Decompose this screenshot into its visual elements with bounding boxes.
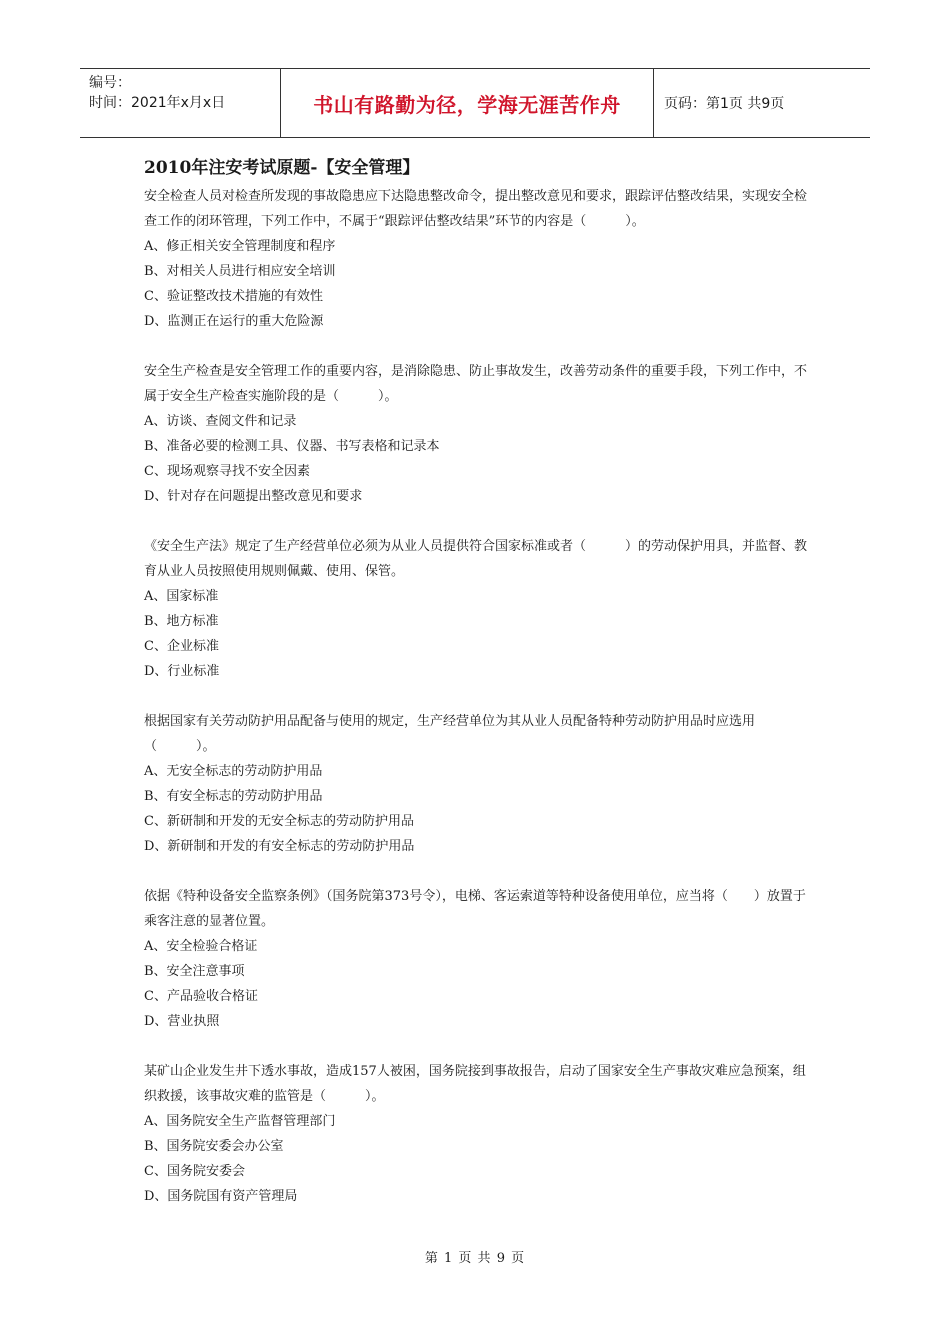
document-number-label: 编号： bbox=[89, 75, 131, 91]
answer-option: A、访谈、查阅文件和记录 bbox=[144, 414, 297, 429]
document-time-label: 时间：2021年x月x日 bbox=[89, 95, 226, 111]
question-item bbox=[144, 359, 814, 509]
answer-option: B、地方标准 bbox=[144, 614, 219, 629]
answer-option: A、修正相关安全管理制度和程序 bbox=[144, 239, 336, 254]
question-item bbox=[144, 709, 814, 859]
question-list bbox=[144, 184, 814, 1209]
answer-option: D、营业执照 bbox=[144, 1014, 220, 1029]
header-page-label: 页码：第1页 共9页 bbox=[664, 96, 785, 112]
answer-option: C、现场观察寻找不安全因素 bbox=[144, 464, 310, 479]
answer-option: A、国家标准 bbox=[144, 589, 219, 604]
page-header bbox=[80, 68, 870, 138]
answer-option: A、国务院安全生产监督管理部门 bbox=[144, 1114, 336, 1129]
question-stem: 《安全生产法》规定了生产经营单位必须为从业人员提供符合国家标准或者（ ）的劳动保护用具，并监督、教育从业人员按照使用规则佩戴、使用、保管。 bbox=[144, 539, 808, 579]
answer-option: C、验证整改技术措施的有效性 bbox=[144, 289, 323, 304]
answer-option: B、准备必要的检测工具、仪器、书写表格和记录本 bbox=[144, 439, 440, 454]
answer-option: C、企业标准 bbox=[144, 639, 219, 654]
question-stem: 安全生产检查是安全管理工作的重要内容，是消除隐患、防止事故发生，改善劳动条件的重要手段，下列工作中，不属于安全生产检查实施阶段的是（ ）。 bbox=[144, 364, 808, 404]
answer-option: C、国务院安委会 bbox=[144, 1164, 245, 1179]
answer-option: C、新研制和开发的无安全标志的劳动防护用品 bbox=[144, 814, 414, 829]
question-item bbox=[144, 184, 814, 334]
question-stem: 某矿山企业发生井下透水事故，造成157人被困，国务院接到事故报告，启动了国家安全生产事故灾难应急预案，组织救援，该事故灾难的监管是（ ）。 bbox=[144, 1064, 806, 1104]
question-item bbox=[144, 1059, 814, 1209]
answer-option: B、有安全标志的劳动防护用品 bbox=[144, 789, 323, 804]
answer-option: D、新研制和开发的有安全标志的劳动防护用品 bbox=[144, 839, 415, 854]
question-stem: 安全检查人员对检查所发现的事故隐患应下达隐患整改命令，提出整改意见和要求，跟踪评估整改结果，实现安全检查工作的闭环管理，下列工作中，不属于“跟踪评估整改结果”环节的内容是（ ）。 bbox=[144, 189, 808, 229]
question-stem: 依据《特种设备安全监察条例》（国务院第373号令），电梯、客运索道等特种设备使用单位，应当将（ ）放置于乘客注意的显著位置。 bbox=[144, 889, 806, 929]
answer-option: A、无安全标志的劳动防护用品 bbox=[144, 764, 323, 779]
page-footer: 第 1 页 共 9 页 bbox=[424, 1251, 526, 1266]
header-motto: 书山有路勤为径，学海无涯苦作舟 bbox=[281, 69, 654, 137]
answer-option: C、产品验收合格证 bbox=[144, 989, 258, 1004]
answer-option: D、国务院国有资产管理局 bbox=[144, 1189, 298, 1204]
document-title: 2010年注安考试原题-【安全管理】 bbox=[144, 158, 420, 178]
answer-option: A、安全检验合格证 bbox=[144, 939, 258, 954]
question-item bbox=[144, 534, 814, 684]
answer-option: B、安全注意事项 bbox=[144, 964, 245, 979]
question-stem: 根据国家有关劳动防护用品配备与使用的规定，生产经营单位为其从业人员配备特种劳动防护用品时应选用（ ）。 bbox=[144, 714, 756, 754]
question-item bbox=[144, 884, 814, 1034]
answer-option: B、国务院安委会办公室 bbox=[144, 1139, 284, 1154]
document-body bbox=[144, 156, 814, 1234]
answer-option: D、监测正在运行的重大危险源 bbox=[144, 314, 324, 329]
answer-option: B、对相关人员进行相应安全培训 bbox=[144, 264, 336, 279]
answer-option: D、针对存在问题提出整改意见和要求 bbox=[144, 489, 363, 504]
header-info bbox=[80, 69, 281, 137]
answer-option: D、行业标准 bbox=[144, 664, 220, 679]
